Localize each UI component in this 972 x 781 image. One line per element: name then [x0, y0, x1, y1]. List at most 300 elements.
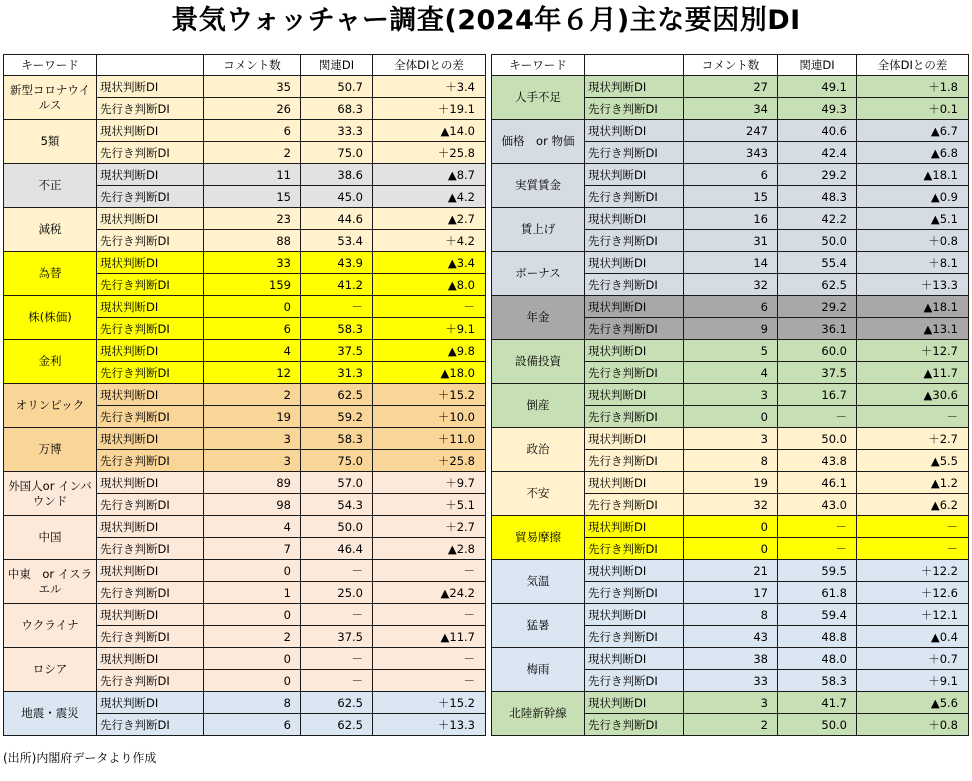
- keyword-cell: 5類: [4, 120, 97, 164]
- di-type-cell: 現状判断DI: [97, 560, 204, 582]
- diff-cell: ＋25.8: [373, 450, 486, 472]
- diff-cell: －: [857, 406, 969, 428]
- table-header-row: [4, 55, 486, 76]
- comment-count-cell: 88: [204, 230, 301, 252]
- diff-cell: －: [373, 604, 486, 626]
- keyword-cell: 梅雨: [492, 648, 585, 692]
- comment-count-cell: 4: [684, 362, 778, 384]
- di-type-cell: 先行き判断DI: [97, 450, 204, 472]
- diff-cell: ＋15.2: [373, 384, 486, 406]
- di-type-cell: 先行き判断DI: [97, 406, 204, 428]
- comment-count-cell: 8: [204, 692, 301, 714]
- related-di-cell: 62.5: [301, 384, 373, 406]
- diff-cell: －: [373, 670, 486, 692]
- di-type-cell: 現状判断DI: [585, 604, 684, 626]
- comment-count-cell: 0: [684, 406, 778, 428]
- di-type-cell: 先行き判断DI: [585, 450, 684, 472]
- comment-count-cell: 11: [204, 164, 301, 186]
- header-comment-count: コメント数: [684, 55, 778, 76]
- related-di-cell: 55.4: [778, 252, 857, 274]
- di-type-cell: 先行き判断DI: [97, 538, 204, 560]
- right-keyword-table: [491, 54, 969, 736]
- di-type-cell: 先行き判断DI: [97, 494, 204, 516]
- related-di-cell: 43.9: [301, 252, 373, 274]
- related-di-cell: 36.1: [778, 318, 857, 340]
- di-type-cell: 先行き判断DI: [97, 362, 204, 384]
- table-row: [4, 384, 486, 406]
- related-di-cell: －: [301, 670, 373, 692]
- diff-cell: ＋3.4: [373, 76, 486, 98]
- related-di-cell: 43.0: [778, 494, 857, 516]
- di-type-cell: 現状判断DI: [585, 76, 684, 98]
- di-type-cell: 現状判断DI: [585, 252, 684, 274]
- diff-cell: ▲2.7: [373, 208, 486, 230]
- keyword-cell: 中東 or イスラエル: [4, 560, 97, 604]
- di-type-cell: 現状判断DI: [97, 516, 204, 538]
- related-di-cell: －: [301, 560, 373, 582]
- comment-count-cell: 0: [204, 670, 301, 692]
- keyword-cell: ウクライナ: [4, 604, 97, 648]
- related-di-cell: －: [778, 406, 857, 428]
- related-di-cell: 60.0: [778, 340, 857, 362]
- diff-cell: ＋9.7: [373, 472, 486, 494]
- related-di-cell: 46.4: [301, 538, 373, 560]
- keyword-cell: 実質賃金: [492, 164, 585, 208]
- related-di-cell: 50.0: [778, 428, 857, 450]
- di-type-cell: 現状判断DI: [97, 648, 204, 670]
- di-type-cell: 現状判断DI: [585, 164, 684, 186]
- table-row: [492, 516, 969, 538]
- related-di-cell: 54.3: [301, 494, 373, 516]
- comment-count-cell: 4: [204, 340, 301, 362]
- comment-count-cell: 6: [204, 318, 301, 340]
- comment-count-cell: 23: [204, 208, 301, 230]
- di-type-cell: 現状判断DI: [585, 516, 684, 538]
- related-di-cell: －: [301, 648, 373, 670]
- table-row: [492, 692, 969, 714]
- related-di-cell: 25.0: [301, 582, 373, 604]
- comment-count-cell: 3: [684, 428, 778, 450]
- diff-cell: ▲8.0: [373, 274, 486, 296]
- comment-count-cell: 32: [684, 274, 778, 296]
- di-type-cell: 先行き判断DI: [585, 714, 684, 736]
- di-type-cell: 現状判断DI: [585, 428, 684, 450]
- comment-count-cell: 43: [684, 626, 778, 648]
- keyword-cell: 政治: [492, 428, 585, 472]
- di-type-cell: 先行き判断DI: [585, 362, 684, 384]
- table-row: [492, 384, 969, 406]
- di-type-cell: 先行き判断DI: [585, 582, 684, 604]
- diff-cell: －: [373, 648, 486, 670]
- related-di-cell: 50.7: [301, 76, 373, 98]
- related-di-cell: 62.5: [301, 692, 373, 714]
- keyword-cell: 賃上げ: [492, 208, 585, 252]
- related-di-cell: 41.2: [301, 274, 373, 296]
- comment-count-cell: 8: [684, 604, 778, 626]
- table-row: [4, 692, 486, 714]
- table-row: [4, 208, 486, 230]
- comment-count-cell: 34: [684, 98, 778, 120]
- comment-count-cell: 2: [204, 384, 301, 406]
- header-blank: [97, 55, 204, 76]
- di-type-cell: 先行き判断DI: [585, 626, 684, 648]
- di-type-cell: 現状判断DI: [97, 340, 204, 362]
- diff-cell: ＋12.1: [857, 604, 969, 626]
- di-type-cell: 現状判断DI: [97, 296, 204, 318]
- keyword-cell: ロシア: [4, 648, 97, 692]
- di-type-cell: 先行き判断DI: [585, 186, 684, 208]
- keyword-cell: 外国人or インバウンド: [4, 472, 97, 516]
- header-related-di: 関連DI: [301, 55, 373, 76]
- keyword-cell: 中国: [4, 516, 97, 560]
- table-row: [4, 428, 486, 450]
- related-di-cell: 57.0: [301, 472, 373, 494]
- keyword-cell: 人手不足: [492, 76, 585, 120]
- comment-count-cell: 38: [684, 648, 778, 670]
- comment-count-cell: 1: [204, 582, 301, 604]
- diff-cell: ＋11.0: [373, 428, 486, 450]
- comment-count-cell: 17: [684, 582, 778, 604]
- comment-count-cell: 247: [684, 120, 778, 142]
- source-note: (出所)内閣府データより作成: [3, 751, 157, 765]
- di-type-cell: 先行き判断DI: [97, 98, 204, 120]
- di-type-cell: 先行き判断DI: [97, 142, 204, 164]
- related-di-cell: 58.3: [301, 318, 373, 340]
- diff-cell: ＋12.6: [857, 582, 969, 604]
- diff-cell: ＋9.1: [373, 318, 486, 340]
- diff-cell: ▲5.6: [857, 692, 969, 714]
- diff-cell: ▲5.1: [857, 208, 969, 230]
- diff-cell: ▲8.7: [373, 164, 486, 186]
- diff-cell: ▲6.8: [857, 142, 969, 164]
- keyword-cell: 不安: [492, 472, 585, 516]
- comment-count-cell: 159: [204, 274, 301, 296]
- diff-cell: ＋0.1: [857, 98, 969, 120]
- related-di-cell: 58.3: [301, 428, 373, 450]
- diff-cell: ＋13.3: [857, 274, 969, 296]
- comment-count-cell: 0: [204, 296, 301, 318]
- di-type-cell: 先行き判断DI: [97, 318, 204, 340]
- di-type-cell: 先行き判断DI: [585, 274, 684, 296]
- table-row: [492, 428, 969, 450]
- diff-cell: ▲6.2: [857, 494, 969, 516]
- di-type-cell: 先行き判断DI: [97, 230, 204, 252]
- related-di-cell: 75.0: [301, 142, 373, 164]
- comment-count-cell: 26: [204, 98, 301, 120]
- comment-count-cell: 12: [204, 362, 301, 384]
- di-type-cell: 現状判断DI: [585, 208, 684, 230]
- diff-cell: ＋4.2: [373, 230, 486, 252]
- di-type-cell: 先行き判断DI: [585, 494, 684, 516]
- keyword-cell: 金利: [4, 340, 97, 384]
- header-comment-count: コメント数: [204, 55, 301, 76]
- table-row: [492, 560, 969, 582]
- comment-count-cell: 0: [204, 560, 301, 582]
- comment-count-cell: 2: [204, 626, 301, 648]
- di-type-cell: 現状判断DI: [585, 384, 684, 406]
- comment-count-cell: 2: [684, 714, 778, 736]
- diff-cell: ▲4.2: [373, 186, 486, 208]
- table-row: [492, 252, 969, 274]
- diff-cell: ＋5.1: [373, 494, 486, 516]
- di-type-cell: 現状判断DI: [585, 340, 684, 362]
- diff-cell: ▲30.6: [857, 384, 969, 406]
- related-di-cell: 49.1: [778, 76, 857, 98]
- comment-count-cell: 3: [684, 692, 778, 714]
- table-row: [4, 76, 486, 98]
- related-di-cell: 50.0: [301, 516, 373, 538]
- di-type-cell: 現状判断DI: [97, 604, 204, 626]
- di-type-cell: 現状判断DI: [585, 692, 684, 714]
- table-row: [492, 340, 969, 362]
- comment-count-cell: 35: [204, 76, 301, 98]
- comment-count-cell: 0: [684, 538, 778, 560]
- comment-count-cell: 15: [684, 186, 778, 208]
- comment-count-cell: 4: [204, 516, 301, 538]
- keyword-cell: 貿易摩擦: [492, 516, 585, 560]
- left-keyword-table: [3, 54, 486, 736]
- keyword-cell: ボーナス: [492, 252, 585, 296]
- related-di-cell: 62.5: [778, 274, 857, 296]
- header-keyword: キーワード: [4, 55, 97, 76]
- keyword-cell: 為替: [4, 252, 97, 296]
- diff-cell: ＋13.3: [373, 714, 486, 736]
- di-type-cell: 現状判断DI: [97, 208, 204, 230]
- related-di-cell: 31.3: [301, 362, 373, 384]
- di-type-cell: 現状判断DI: [97, 692, 204, 714]
- diff-cell: ＋25.8: [373, 142, 486, 164]
- comment-count-cell: 33: [684, 670, 778, 692]
- di-type-cell: 先行き判断DI: [585, 538, 684, 560]
- table-row: [4, 164, 486, 186]
- diff-cell: ▲18.0: [373, 362, 486, 384]
- di-type-cell: 現状判断DI: [585, 648, 684, 670]
- related-di-cell: 50.0: [778, 230, 857, 252]
- diff-cell: ＋15.2: [373, 692, 486, 714]
- related-di-cell: 68.3: [301, 98, 373, 120]
- diff-cell: ＋12.7: [857, 340, 969, 362]
- diff-cell: －: [857, 538, 969, 560]
- table-row: [492, 120, 969, 142]
- table-row: [492, 164, 969, 186]
- related-di-cell: －: [301, 604, 373, 626]
- di-type-cell: 現状判断DI: [97, 252, 204, 274]
- diff-cell: ▲5.5: [857, 450, 969, 472]
- related-di-cell: 46.1: [778, 472, 857, 494]
- table-row: [4, 516, 486, 538]
- diff-cell: －: [857, 516, 969, 538]
- table-row: [492, 296, 969, 318]
- table-row: [492, 604, 969, 626]
- related-di-cell: 62.5: [301, 714, 373, 736]
- left-table-body: [4, 55, 486, 736]
- diff-cell: ＋19.1: [373, 98, 486, 120]
- related-di-cell: 43.8: [778, 450, 857, 472]
- keyword-cell: 倒産: [492, 384, 585, 428]
- keyword-cell: 年金: [492, 296, 585, 340]
- comment-count-cell: 32: [684, 494, 778, 516]
- header-diff: 全体DIとの差: [857, 55, 969, 76]
- di-type-cell: 先行き判断DI: [585, 406, 684, 428]
- related-di-cell: 59.5: [778, 560, 857, 582]
- diff-cell: ▲1.2: [857, 472, 969, 494]
- related-di-cell: 40.6: [778, 120, 857, 142]
- header-blank: [585, 55, 684, 76]
- di-type-cell: 先行き判断DI: [97, 186, 204, 208]
- comment-count-cell: 2: [204, 142, 301, 164]
- di-type-cell: 先行き判断DI: [97, 274, 204, 296]
- related-di-cell: 33.3: [301, 120, 373, 142]
- diff-cell: ＋8.1: [857, 252, 969, 274]
- keyword-cell: 地震・震災: [4, 692, 97, 736]
- diff-cell: ▲6.7: [857, 120, 969, 142]
- diff-cell: ▲14.0: [373, 120, 486, 142]
- related-di-cell: 61.8: [778, 582, 857, 604]
- diff-cell: －: [373, 560, 486, 582]
- di-type-cell: 現状判断DI: [585, 120, 684, 142]
- related-di-cell: 42.2: [778, 208, 857, 230]
- di-type-cell: 現状判断DI: [97, 120, 204, 142]
- related-di-cell: 48.0: [778, 648, 857, 670]
- diff-cell: ▲24.2: [373, 582, 486, 604]
- di-type-cell: 先行き判断DI: [97, 714, 204, 736]
- comment-count-cell: 16: [684, 208, 778, 230]
- table-row: [4, 472, 486, 494]
- keyword-cell: オリンピック: [4, 384, 97, 428]
- diff-cell: ▲3.4: [373, 252, 486, 274]
- comment-count-cell: 7: [204, 538, 301, 560]
- comment-count-cell: 3: [204, 428, 301, 450]
- comment-count-cell: 6: [684, 164, 778, 186]
- table-row: [492, 76, 969, 98]
- related-di-cell: 41.7: [778, 692, 857, 714]
- di-type-cell: 先行き判断DI: [585, 142, 684, 164]
- di-type-cell: 先行き判断DI: [97, 670, 204, 692]
- comment-count-cell: 0: [204, 604, 301, 626]
- related-di-cell: 53.4: [301, 230, 373, 252]
- related-di-cell: －: [301, 296, 373, 318]
- di-type-cell: 現状判断DI: [97, 472, 204, 494]
- related-di-cell: 44.6: [301, 208, 373, 230]
- table-row: [4, 252, 486, 274]
- page-title: 景気ウォッチャー調査(2024年６月)主な要因別DI: [171, 5, 801, 36]
- keyword-cell: 減税: [4, 208, 97, 252]
- di-type-cell: 現状判断DI: [97, 164, 204, 186]
- di-type-cell: 現状判断DI: [97, 384, 204, 406]
- table-row: [4, 296, 486, 318]
- table-row: [492, 648, 969, 670]
- di-type-cell: 現状判断DI: [585, 560, 684, 582]
- related-di-cell: 48.3: [778, 186, 857, 208]
- diff-cell: ▲2.8: [373, 538, 486, 560]
- comment-count-cell: 27: [684, 76, 778, 98]
- keyword-cell: 猛暑: [492, 604, 585, 648]
- right-table-body: [492, 55, 969, 736]
- di-type-cell: 先行き判断DI: [585, 670, 684, 692]
- comment-count-cell: 33: [204, 252, 301, 274]
- table-row: [4, 560, 486, 582]
- di-type-cell: 現状判断DI: [97, 428, 204, 450]
- related-di-cell: 50.0: [778, 714, 857, 736]
- related-di-cell: 75.0: [301, 450, 373, 472]
- diff-cell: ＋12.2: [857, 560, 969, 582]
- di-type-cell: 現状判断DI: [585, 472, 684, 494]
- diff-cell: ＋2.7: [373, 516, 486, 538]
- comment-count-cell: 31: [684, 230, 778, 252]
- di-type-cell: 先行き判断DI: [97, 582, 204, 604]
- related-di-cell: 29.2: [778, 164, 857, 186]
- keyword-cell: 気温: [492, 560, 585, 604]
- keyword-cell: 北陸新幹線: [492, 692, 585, 736]
- diff-cell: －: [373, 296, 486, 318]
- comment-count-cell: 343: [684, 142, 778, 164]
- table-row: [4, 340, 486, 362]
- diff-cell: ▲13.1: [857, 318, 969, 340]
- di-type-cell: 先行き判断DI: [97, 626, 204, 648]
- table-header-row: [492, 55, 969, 76]
- diff-cell: ▲11.7: [373, 626, 486, 648]
- diff-cell: ＋10.0: [373, 406, 486, 428]
- related-di-cell: 59.4: [778, 604, 857, 626]
- diff-cell: ＋0.8: [857, 714, 969, 736]
- related-di-cell: －: [778, 538, 857, 560]
- table-row: [4, 604, 486, 626]
- related-di-cell: 45.0: [301, 186, 373, 208]
- related-di-cell: 37.5: [301, 340, 373, 362]
- header-keyword: キーワード: [492, 55, 585, 76]
- diff-cell: ＋0.7: [857, 648, 969, 670]
- comment-count-cell: 0: [204, 648, 301, 670]
- comment-count-cell: 89: [204, 472, 301, 494]
- header-diff: 全体DIとの差: [373, 55, 486, 76]
- di-type-cell: 先行き判断DI: [585, 230, 684, 252]
- related-di-cell: 48.8: [778, 626, 857, 648]
- diff-cell: ▲18.1: [857, 164, 969, 186]
- diff-cell: ▲0.4: [857, 626, 969, 648]
- related-di-cell: 49.3: [778, 98, 857, 120]
- keyword-cell: 価格 or 物価: [492, 120, 585, 164]
- comment-count-cell: 19: [684, 472, 778, 494]
- comment-count-cell: 19: [204, 406, 301, 428]
- di-type-cell: 現状判断DI: [97, 76, 204, 98]
- related-di-cell: 38.6: [301, 164, 373, 186]
- di-type-cell: 現状判断DI: [585, 296, 684, 318]
- related-di-cell: 16.7: [778, 384, 857, 406]
- diff-cell: ▲0.9: [857, 186, 969, 208]
- related-di-cell: 37.5: [778, 362, 857, 384]
- diff-cell: ＋2.7: [857, 428, 969, 450]
- header-related-di: 関連DI: [778, 55, 857, 76]
- related-di-cell: 37.5: [301, 626, 373, 648]
- keyword-cell: 設備投資: [492, 340, 585, 384]
- comment-count-cell: 8: [684, 450, 778, 472]
- table-row: [4, 648, 486, 670]
- comment-count-cell: 6: [204, 714, 301, 736]
- diff-cell: ▲9.8: [373, 340, 486, 362]
- diff-cell: ▲11.7: [857, 362, 969, 384]
- related-di-cell: －: [778, 516, 857, 538]
- diff-cell: ▲18.1: [857, 296, 969, 318]
- di-type-cell: 先行き判断DI: [585, 318, 684, 340]
- keyword-cell: 万博: [4, 428, 97, 472]
- di-type-cell: 先行き判断DI: [585, 98, 684, 120]
- related-di-cell: 59.2: [301, 406, 373, 428]
- related-di-cell: 29.2: [778, 296, 857, 318]
- related-di-cell: 58.3: [778, 670, 857, 692]
- table-row: [492, 208, 969, 230]
- comment-count-cell: 14: [684, 252, 778, 274]
- comment-count-cell: 9: [684, 318, 778, 340]
